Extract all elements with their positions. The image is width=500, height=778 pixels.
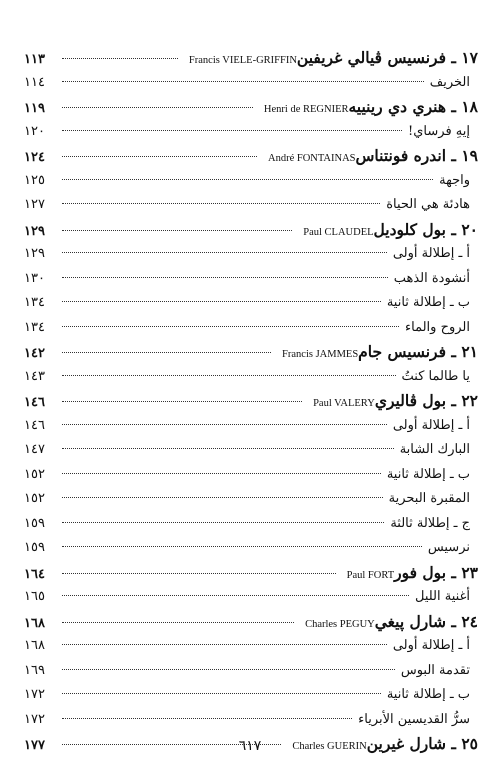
- toc-entry: [24, 389, 478, 414]
- poem-title: ب ـ إطلالة ثانية: [386, 466, 470, 482]
- page-ref: ١٥٩: [24, 540, 45, 555]
- toc-entry: [24, 218, 478, 243]
- dot-leader: [62, 230, 292, 231]
- toc-entry: [24, 71, 478, 96]
- poet-heading: ١٩ ـ اندره فونتناس: [355, 146, 478, 165]
- poet-heading: ٢٢ ـ بول ڤاليري: [374, 391, 478, 410]
- toc-entry: [24, 610, 478, 635]
- page-ref: ١٦٤: [24, 566, 45, 582]
- toc-entry: [24, 340, 478, 365]
- poet-heading: ٢٣ ـ بول فور: [394, 562, 478, 582]
- toc-entry: [24, 267, 478, 292]
- poet-heading: ٢٥ ـ شارل غيرين: [366, 734, 478, 753]
- dot-leader: [62, 252, 387, 253]
- page-ref: ١٦٨: [24, 615, 45, 631]
- page-ref: ١٣٠: [24, 270, 45, 286]
- page-ref: ١٢٧: [24, 197, 45, 212]
- toc-entry: [24, 414, 478, 439]
- page-ref: ١٦٥: [24, 589, 45, 604]
- poem-title: تقدمة البوس: [400, 662, 470, 678]
- poem-title: ب ـ إطلالة ثانية: [386, 687, 470, 702]
- dot-leader: [62, 277, 388, 278]
- page-ref: ١١٩: [24, 101, 45, 116]
- page-ref: ١٢٤: [24, 150, 45, 165]
- dot-leader: [62, 130, 402, 131]
- dot-leader: [62, 107, 253, 108]
- page-ref: ١٢٠: [24, 123, 45, 139]
- poet-latin-name: Paul FORT: [346, 569, 395, 581]
- dot-leader: [62, 81, 424, 82]
- toc-entry: [24, 585, 478, 610]
- page-ref: ١٥٢: [24, 466, 45, 482]
- poet-latin-name: Francis JAMMES: [282, 349, 359, 360]
- poet-latin-name: Charles GUERIN: [292, 741, 367, 752]
- dot-leader: [62, 375, 396, 376]
- poem-title: أغنية الليل: [414, 589, 470, 604]
- poet-heading: ٢١ ـ فرنسيس جام: [358, 342, 478, 361]
- dot-leader: [62, 352, 271, 353]
- poet-latin-name: Paul CLAUDEL: [303, 226, 374, 238]
- poet-heading: ١٧ ـ فرنسيس ڤيالي غريفين: [296, 48, 478, 67]
- page-ref: ١٢٩: [24, 246, 45, 261]
- poet-latin-name: Charles PEGUY: [305, 618, 375, 630]
- page-ref: ١٥٩: [24, 515, 45, 531]
- dot-leader: [62, 448, 394, 449]
- toc-entry: [24, 487, 478, 512]
- poem-title: أنشودة الذهب: [393, 270, 470, 286]
- poem-title: ج ـ إطلالة ثالثة: [390, 515, 470, 531]
- page-ref: ١٧٢: [24, 687, 45, 702]
- page-ref: ١١٤: [24, 74, 45, 90]
- dot-leader: [62, 622, 294, 623]
- dot-leader: [62, 644, 387, 645]
- page-ref: ١٣٤: [24, 319, 45, 335]
- poet-heading: ٢٠ ـ بول كلوديل: [373, 219, 478, 239]
- poet-latin-name: Paul VALERY: [313, 398, 375, 409]
- dot-leader: [62, 301, 381, 302]
- poem-title: الخريف: [429, 74, 470, 90]
- toc-entry: [24, 438, 478, 463]
- poem-title: أ ـ إطلالة أولى: [392, 417, 470, 433]
- toc-entry: [24, 46, 478, 71]
- page-ref: ١٦٨: [24, 638, 45, 653]
- toc-entry: [24, 144, 478, 169]
- page-ref: ١٢٥: [24, 172, 45, 188]
- toc-entry: [24, 512, 478, 537]
- dot-leader: [62, 424, 387, 425]
- page-ref: ١٤٣: [24, 368, 45, 384]
- poem-title: ب ـ إطلالة ثانية: [386, 295, 470, 310]
- toc-entry: [24, 193, 478, 218]
- page-ref: ١٧٢: [24, 711, 45, 727]
- toc-entry: [24, 291, 478, 316]
- poem-title: إيهِ فرساي!: [408, 123, 470, 139]
- poet-latin-name: André FONTAINAS: [267, 153, 356, 164]
- poem-title: أ ـ إطلالة أولى: [392, 246, 470, 261]
- dot-leader: [62, 497, 383, 498]
- table-of-contents: [24, 46, 478, 757]
- toc-entry: [24, 120, 478, 145]
- toc-entry: [24, 708, 478, 733]
- poem-title: هادئة هي الحياة: [386, 197, 470, 212]
- dot-leader: [62, 718, 352, 719]
- dot-leader: [62, 179, 433, 180]
- toc-entry: [24, 242, 478, 267]
- poem-title: أ ـ إطلالة أولى: [392, 638, 470, 653]
- toc-entry: [24, 634, 478, 659]
- dot-leader: [62, 326, 399, 327]
- toc-entry: [24, 365, 478, 390]
- dot-leader: [62, 473, 381, 474]
- dot-leader: [62, 595, 409, 596]
- poem-title: نرسيس: [427, 540, 470, 555]
- poem-title: الروح والماء: [405, 319, 470, 335]
- dot-leader: [62, 693, 381, 694]
- dot-leader: [62, 156, 257, 157]
- dot-leader: [62, 573, 336, 574]
- toc-entry: [24, 683, 478, 708]
- dot-leader: [62, 546, 422, 547]
- toc-entry: [24, 659, 478, 684]
- toc-entry: [24, 95, 478, 120]
- poet-latin-name: Francis VIELE-GRIFFIN: [188, 55, 297, 66]
- page-ref: ١٧٧: [24, 738, 45, 753]
- page-ref: ١٤٧: [24, 442, 45, 457]
- dot-leader: [62, 669, 395, 670]
- page-ref: ١٤٦: [24, 417, 45, 433]
- toc-entry: [24, 169, 478, 194]
- toc-entry: [24, 463, 478, 488]
- dot-leader: [62, 58, 178, 59]
- poet-heading: ٢٤ ـ شارل پيغي: [374, 611, 478, 631]
- page-ref: ١٦٩: [24, 662, 45, 678]
- page-ref: ١٢٩: [24, 223, 45, 239]
- dot-leader: [62, 401, 302, 402]
- poem-title: واجهة: [439, 172, 470, 188]
- toc-entry: [24, 316, 478, 341]
- poet-latin-name: Henri de REGNIER: [263, 104, 349, 115]
- poet-heading: ١٨ ـ هنري دي رينييه: [348, 97, 478, 116]
- page-ref: ١٣٤: [24, 295, 45, 310]
- page-ref: ١٤٢: [24, 346, 45, 361]
- page-ref: ١٥٢: [24, 491, 45, 506]
- toc-entry: [24, 561, 478, 586]
- poem-title: المقبرة البحرية: [388, 491, 470, 506]
- poem-title: يا طالما كنتُ: [401, 368, 470, 384]
- page-number: ٦١٧: [238, 738, 262, 754]
- poem-title: سرُّ القديسين الأبرياء: [358, 711, 470, 727]
- page-ref: ١٤٦: [24, 395, 45, 410]
- dot-leader: [62, 203, 380, 204]
- toc-entry: [24, 536, 478, 561]
- dot-leader: [62, 522, 384, 523]
- poem-title: البارك الشابة: [399, 442, 470, 457]
- page-ref: ١١٣: [24, 52, 45, 67]
